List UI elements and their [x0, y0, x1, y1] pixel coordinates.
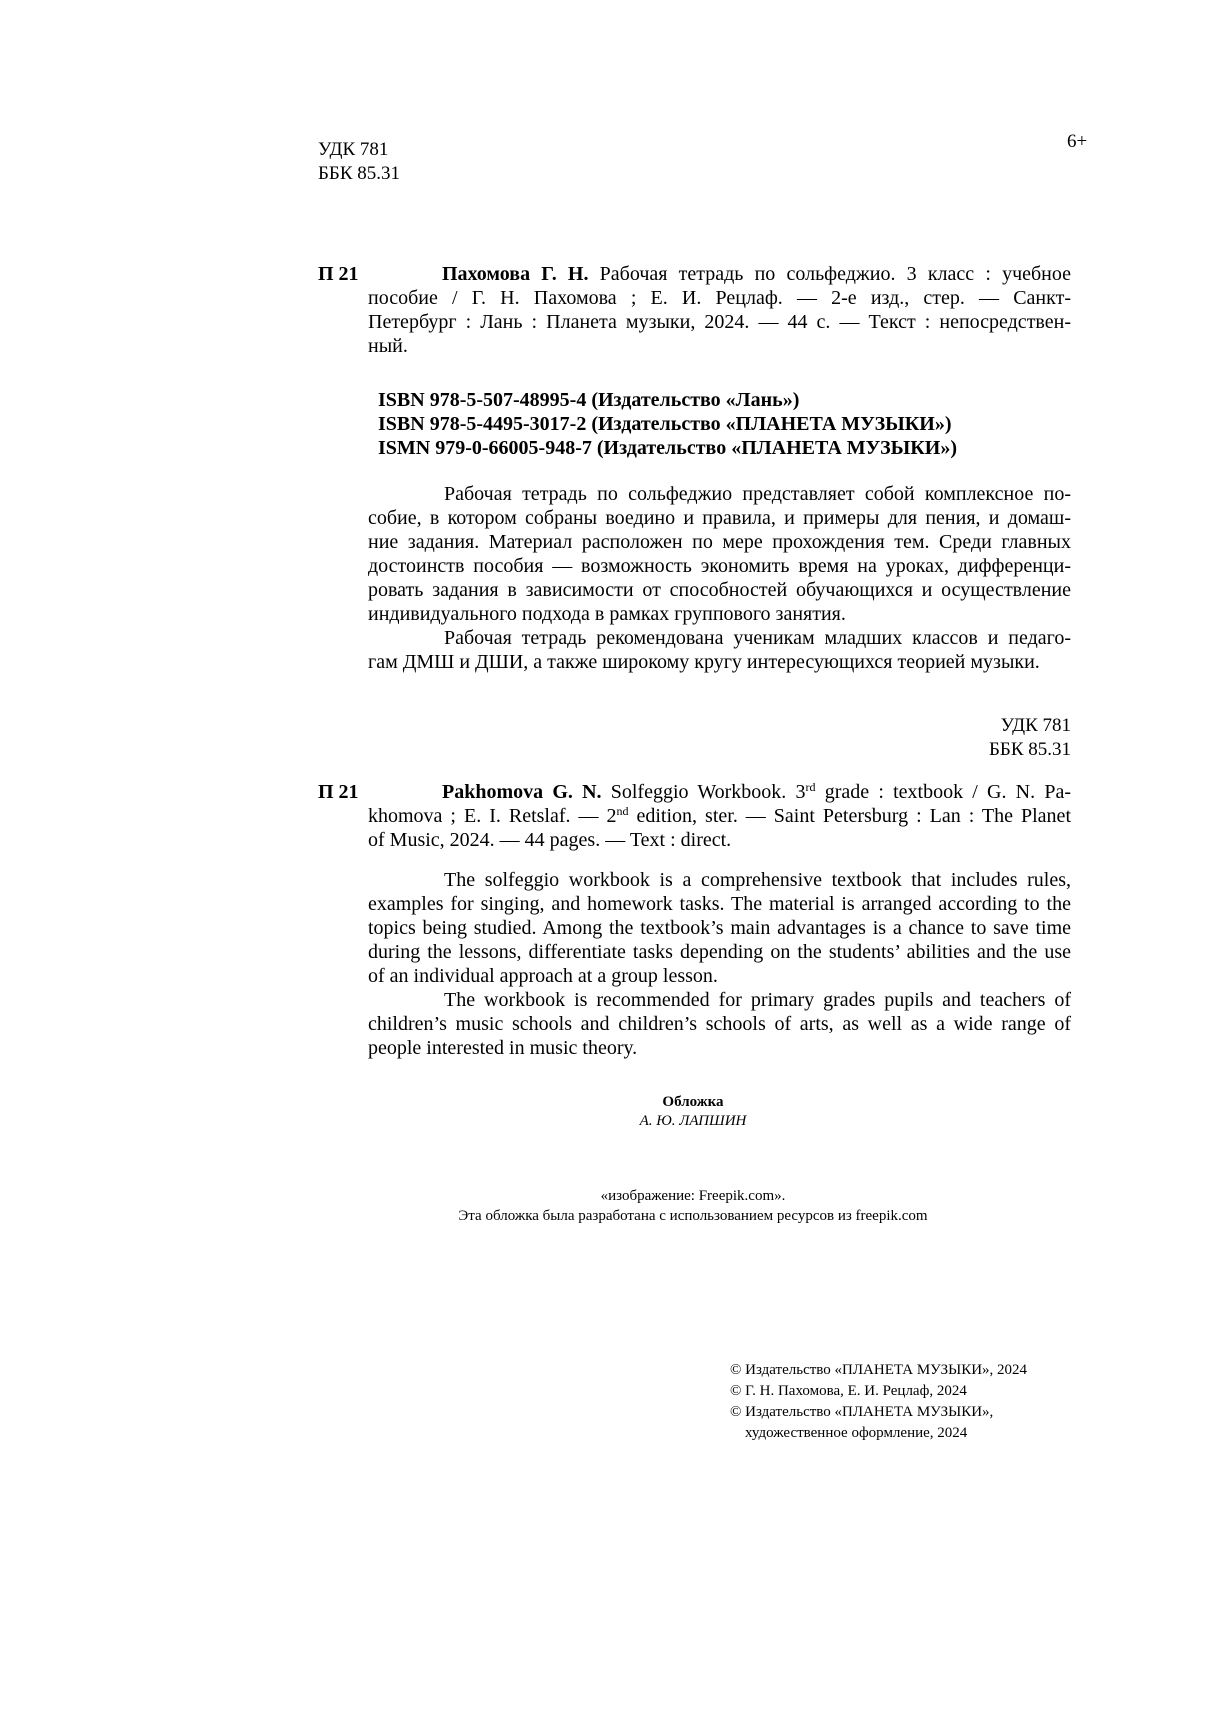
en-annotation-line: of an individual approach at a group lesson.: [368, 965, 718, 987]
en-annotation-line: people interested in music theory.: [368, 1037, 638, 1059]
en-annotation: [368, 868, 1071, 1060]
en-entry: [368, 780, 1071, 852]
ru-annotation-line: достоинств пособия — возможность экономить время на уроках, дифференци-: [368, 555, 1071, 577]
bbk-mid: ББК 85.31: [989, 739, 1071, 760]
ru-entry-line-1: Пахомова Г. Н. Рабочая тетрадь по сольфеджио. 3 класс : учебное: [442, 263, 1072, 285]
en-entry-code: П 21: [318, 781, 359, 803]
en-entry-line-2: khomova ; E. I. Retslaf. — 2nd edition, ster. — Saint Petersburg : Lan : The Planet: [368, 804, 1071, 827]
isbn-planeta: ISBN 978-5-4495-3017-2 (Издательство «ПЛАНЕТА МУЗЫКИ»): [378, 413, 952, 435]
ru-annotation-line: Рабочая тетрадь по сольфеджио представляет собой комплексное по-: [444, 483, 1071, 505]
copyright-line: © Издательство «ПЛАНЕТА МУЗЫКИ»,: [730, 1404, 994, 1420]
ru-entry: [368, 262, 1071, 358]
en-entry-author: Pakhomova G. N.: [442, 781, 602, 803]
ru-entry-line-2: пособие / Г. Н. Пахомова ; Е. И. Рецлаф. — 2-е изд., стер. — Санкт-: [368, 287, 1071, 309]
ru-annotation: [368, 482, 1071, 674]
image-credit-line-1: «изображение: Freepik.com».: [600, 1188, 786, 1204]
en-annotation-line: examples for singing, and homework tasks. The material is arranged according to the: [368, 893, 1071, 915]
ru-entry-line-3: Петербург : Лань : Планета музыки, 2024. — 44 с. — Текст : непосредствен-: [368, 311, 1071, 333]
isbn-list: [378, 388, 957, 460]
cover-label: Обложка: [662, 1094, 724, 1110]
copyright-line: © Г. Н. Пахомова, Е. И. Рецлаф, 2024: [730, 1383, 967, 1399]
ru-entry-line-4: ный.: [368, 335, 408, 357]
copyright-block: [730, 1361, 1027, 1445]
en-annotation-line: The solfeggio workbook is a comprehensive textbook that includes rules,: [444, 869, 1071, 891]
udk-top: УДК 781: [318, 139, 389, 160]
age-rating: 6+: [1067, 131, 1088, 152]
bbk-top: ББК 85.31: [318, 163, 400, 184]
ru-annotation-line: ние задания. Материал расположен по мере прохождения тем. Среди главных: [368, 531, 1071, 553]
ru-annotation-line: Рабочая тетрадь рекомендована ученикам младших классов и педаго-: [444, 627, 1071, 649]
udk-mid: УДК 781: [1000, 715, 1071, 736]
ru-entry-author: Пахомова Г. Н.: [442, 263, 589, 285]
ru-annotation-line: гам ДМШ и ДШИ, а также широкому кругу интересующихся теорией музыки.: [368, 651, 1040, 673]
en-annotation-line: during the lessons, differentiate tasks depending on the students’ abilities and the use: [368, 941, 1071, 963]
isbn-lan: ISBN 978-5-507-48995-4 (Издательство «Лань»): [378, 389, 800, 411]
en-annotation-line: children’s music schools and children’s schools of arts, as well as a wide range of: [368, 1013, 1071, 1035]
en-annotation-line: The workbook is recommended for primary grades pupils and teachers of: [444, 989, 1071, 1011]
en-annotation-line: topics being studied. Among the textbook’s main advantages is a chance to save time: [368, 917, 1071, 939]
ru-entry-code: П 21: [318, 263, 359, 285]
ismn-planeta: ISMN 979-0-66005-948-7 (Издательство «ПЛАНЕТА МУЗЫКИ»): [378, 437, 958, 459]
ru-annotation-line: индивидуального подхода в рамках группового занятия.: [368, 603, 846, 625]
en-entry-line-3: of Music, 2024. — 44 pages. — Text : direct.: [368, 829, 732, 851]
cover-designer: А. Ю. ЛАПШИН: [639, 1113, 747, 1129]
copyright-line: художественное оформление, 2024: [745, 1425, 968, 1441]
en-entry-line-1: Pakhomova G. N. Solfeggio Workbook. 3rd grade : textbook / G. N. Pa-: [442, 780, 1071, 803]
ru-annotation-line: собие, в котором собраны воедино и правила, и примеры для пения, и домаш-: [368, 507, 1071, 529]
copyright-line: © Издательство «ПЛАНЕТА МУЗЫКИ», 2024: [730, 1362, 1028, 1378]
image-credit-line-2: Эта обложка была разработана с использованием ресурсов из freepik.com: [458, 1208, 928, 1224]
ru-annotation-line: ровать задания в зависимости от способностей обучающихся и осуществление: [368, 579, 1071, 601]
